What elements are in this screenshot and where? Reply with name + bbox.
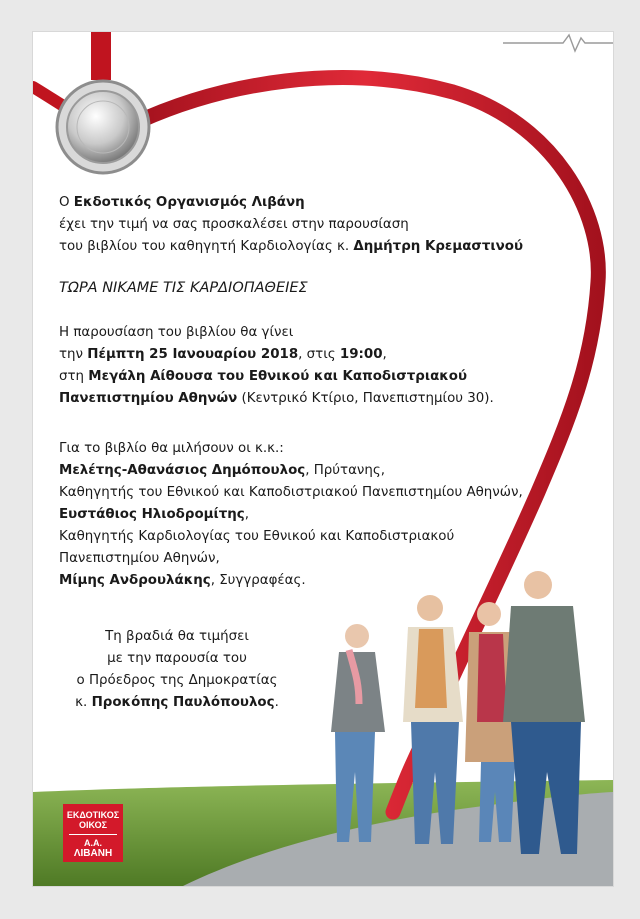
publisher-name: Εκδοτικός Οργανισμός Λιβάνη	[73, 195, 305, 210]
details-line-2: την Πέμπτη 25 Ιανουαρίου 2018, στις 19:00,	[59, 347, 387, 362]
speakers-intro: Για το βιβλίο θα μιλήσουν οι κ.κ.:	[59, 441, 284, 456]
speaker-2: Ευστάθιος Ηλιοδρομίτης,	[59, 507, 250, 522]
book-title: ΤΩΡΑ ΝΙΚΑΜΕ ΤΙΣ ΚΑΡΔΙΟΠΑΘΕΙΕΣ	[59, 280, 308, 296]
details-line-4: Πανεπιστημίου Αθηνών (Κεντρικό Κτίριο, Πανεπιστημίου 30).	[59, 391, 494, 406]
invitation-line-3: του βιβλίου του καθηγητή Καρδιολογίας κ. Δημήτρη Κρεμαστινού	[59, 239, 523, 254]
president-name: Προκόπης Παυλόπουλος	[91, 695, 275, 710]
event-time: 19:00	[339, 347, 383, 362]
speaker-2-role-2: Πανεπιστημίου Αθηνών,	[59, 551, 220, 566]
event-date: Πέμπτη 25 Ιανουαρίου 2018	[87, 347, 299, 362]
speaker-3: Μίμης Ανδρουλάκης, Συγγραφέας.	[59, 573, 306, 588]
heartbeat-line-icon	[503, 32, 613, 54]
honor-line-1: Τη βραδιά θα τιμήσει	[105, 629, 249, 644]
speaker-1: Μελέτης-Αθανάσιος Δημόπουλος, Πρύτανης,	[59, 463, 386, 478]
honor-line-3: ο Πρόεδρος της Δημοκρατίας	[76, 673, 278, 688]
publisher-logo: ΕΚΔΟΤΙΚΟΣ ΟΙΚΟΣ Α.Α. ΛΙΒΑΝΗ	[63, 804, 123, 862]
invitation-line-2: έχει την τιμή να σας προσκαλέσει στην παρουσίαση	[59, 217, 409, 232]
event-venue: Μεγάλη Αίθουσα του Εθνικού και Καποδιστριακού	[88, 369, 468, 384]
invitation-line-1: Ο Εκδοτικός Οργανισμός Λιβάνη	[59, 195, 305, 210]
speaker-1-role: Καθηγητής του Εθνικού και Καποδιστριακού Πανεπιστημίου Αθηνών,	[59, 485, 523, 500]
details-line-1: Η παρουσίαση του βιβλίου θα γίνει	[59, 325, 294, 340]
honor-line-4: κ. Προκόπης Παυλόπουλος.	[75, 695, 279, 710]
invitation-poster	[33, 32, 613, 886]
speaker-2-role-1: Καθηγητής Καρδιολογίας του Εθνικού και Καποδιστριακού	[59, 529, 455, 544]
details-line-3: στη Μεγάλη Αίθουσα του Εθνικού και Καποδιστριακού	[59, 369, 468, 384]
author-name: Δημήτρη Κρεμαστινού	[353, 239, 523, 254]
honor-line-2: με την παρουσία του	[107, 651, 247, 666]
